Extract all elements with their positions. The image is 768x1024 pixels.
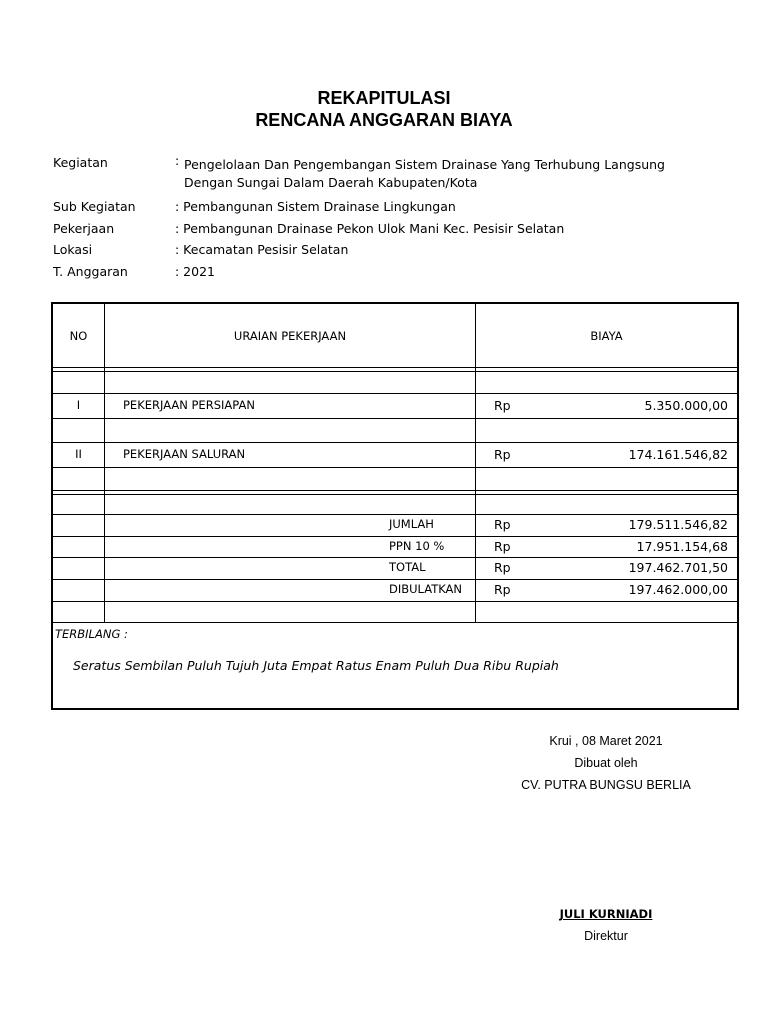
column-header-no: NO [69, 329, 88, 343]
summary-label: DIBULATKAN [389, 582, 463, 596]
row-number: I [76, 398, 81, 412]
row-description: PEKERJAAN PERSIAPAN [123, 398, 255, 412]
pekerjaan-label: Pekerjaan [53, 221, 115, 236]
company-name: CV. PUTRA BUNGSU BERLIA [521, 778, 691, 792]
signatory-name: JULI KURNIADI [559, 907, 653, 921]
summary-amount: 179.511.546,82 [628, 517, 728, 532]
column-header-biaya: BIAYA [590, 329, 623, 343]
sub-kegiatan-value: : Pembangunan Sistem Drainase Lingkungan [175, 199, 456, 214]
summary-label: PPN 10 % [389, 539, 445, 553]
lokasi-label: Lokasi [53, 242, 93, 257]
row-currency: Rp [494, 398, 511, 413]
document-subtitle: RENCANA ANGGARAN BIAYA [255, 110, 513, 130]
row-number: II [75, 447, 82, 461]
row-currency: Rp [494, 447, 511, 462]
summary-amount: 197.462.701,50 [628, 560, 728, 575]
summary-currency: Rp [494, 582, 511, 597]
place-date: Krui , 08 Maret 2021 [549, 734, 663, 748]
summary-amount: 17.951.154,68 [636, 539, 728, 554]
summary-currency: Rp [494, 560, 511, 575]
lokasi-value: : Kecamatan Pesisir Selatan [175, 242, 349, 257]
row-description: PEKERJAAN SALURAN [123, 447, 246, 461]
row-amount: 5.350.000,00 [644, 398, 728, 413]
summary-currency: Rp [494, 539, 511, 554]
kegiatan-value-line2: Dengan Sungai Dalam Daerah Kabupaten/Kota [184, 175, 478, 190]
kegiatan-colon: : [175, 153, 180, 168]
summary-label: TOTAL [389, 560, 426, 574]
signatory-position: Direktur [584, 929, 628, 943]
sub-kegiatan-label: Sub Kegiatan [53, 199, 136, 214]
column-header-uraian: URAIAN PEKERJAAN [233, 329, 347, 343]
kegiatan-value-line1: Pengelolaan Dan Pengembangan Sistem Drainase Yang Terhubung Langsung [184, 157, 665, 172]
row-amount: 174.161.546,82 [628, 447, 728, 462]
summary-label: JUMLAH [389, 517, 434, 531]
summary-currency: Rp [494, 517, 511, 532]
kegiatan-label: Kegiatan [53, 155, 108, 170]
anggaran-value: : 2021 [175, 264, 215, 279]
pekerjaan-value: : Pembangunan Drainase Pekon Ulok Mani Kec. Pesisir Selatan [175, 221, 565, 236]
terbilang-text: Seratus Sembilan Puluh Tujuh Juta Empat Ratus Enam Puluh Dua Ribu Rupiah [73, 658, 559, 673]
terbilang-label: TERBILANG : [55, 627, 128, 641]
document-title: REKAPITULASI [317, 88, 451, 108]
anggaran-label: T. Anggaran [53, 264, 128, 279]
made-by: Dibuat oleh [574, 756, 638, 770]
summary-amount: 197.462.000,00 [628, 582, 728, 597]
